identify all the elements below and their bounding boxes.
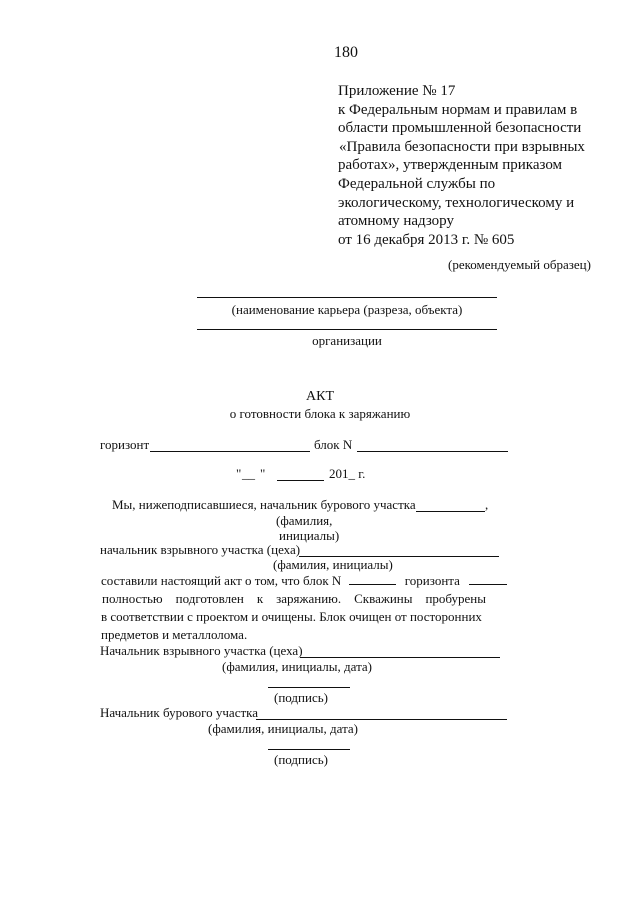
para-word: заряжанию.	[276, 591, 342, 606]
date-year: 201_ г.	[329, 466, 366, 481]
date-open-quote: "	[236, 466, 242, 481]
para-word: Скважины	[354, 591, 413, 606]
horizon-field	[150, 451, 310, 452]
drill-chief-sign-line	[268, 749, 350, 750]
blast-chief-signature-field	[300, 657, 500, 658]
act-title: АКТ	[306, 389, 334, 404]
blast-chief-sign-caption: (подпись)	[274, 690, 328, 705]
date-month-field	[277, 480, 324, 481]
drill-chief-signature-caption: (фамилия, инициалы, дата)	[208, 721, 359, 736]
blast-chief-signature-label: Начальник взрывного участка (цеха)	[100, 643, 303, 658]
appendix-line: к Федеральным нормам и правилам в	[338, 101, 578, 118]
appendix-line: области промышленной безопасности	[338, 120, 582, 137]
appendix-line: «Правила безопасности при взрывных	[339, 138, 585, 155]
para-text: горизонта	[404, 573, 460, 588]
act-subtitle: о готовности блока к заряжанию	[229, 406, 411, 421]
drill-chief-comma: ,	[485, 497, 489, 512]
appendix-line: работах», утвержденным приказом	[338, 157, 563, 174]
appendix-header	[338, 82, 585, 249]
para-word: полностью	[102, 591, 163, 606]
block-field	[357, 451, 508, 452]
para-text: составили настоящий акт о том, что блок N	[101, 573, 342, 588]
drill-chief-signature-label: Начальник бурового участка	[100, 705, 259, 720]
para-line	[101, 572, 501, 590]
drill-chief-signature-field	[256, 719, 507, 720]
blast-chief-signature-caption: (фамилия, инициалы, дата)	[222, 659, 373, 674]
date-day-blank: __	[242, 466, 255, 481]
para-line	[102, 590, 486, 608]
drill-chief-intro: Мы, нижеподписавшиеся, начальник бурового участка	[112, 497, 416, 512]
block-label: блок N	[314, 437, 353, 452]
blast-chief-sign-line	[268, 687, 350, 688]
date-close-quote: "	[260, 466, 266, 481]
drill-chief-sign-caption: (подпись)	[274, 752, 328, 767]
appendix-line: от 16 декабря 2013 г. № 605	[338, 231, 515, 248]
drill-chief-caption: (фамилия,	[276, 513, 333, 528]
blast-chief-caption: (фамилия, инициалы)	[273, 557, 393, 572]
para-word: пробурены	[425, 591, 486, 606]
organization-caption: организации	[312, 333, 382, 348]
act-body-paragraph	[101, 572, 501, 644]
quarry-name-line	[197, 297, 497, 298]
page-number: 180	[334, 44, 358, 61]
block-number-field	[349, 574, 396, 585]
blast-chief-intro: начальник взрывного участка (цеха)	[100, 542, 301, 557]
horizon-number-field	[469, 574, 507, 585]
appendix-line: экологическому, технологическому и	[338, 194, 575, 211]
drill-chief-name-field	[416, 511, 485, 512]
para-line: в соответствии с проектом и очищены. Блок очищен от посторонних	[101, 609, 482, 624]
appendix-line: Приложение № 17	[338, 83, 456, 99]
appendix-line: Федеральной службы по	[338, 175, 496, 192]
appendix-line: атомному надзору	[338, 213, 454, 230]
sample-note: (рекомендуемый образец)	[448, 257, 591, 272]
para-word: к	[256, 591, 264, 606]
horizon-label: горизонт	[100, 437, 150, 452]
organization-line	[197, 329, 497, 330]
para-line: предметов и металлолома.	[101, 627, 248, 642]
drill-chief-caption: инициалы)	[279, 528, 340, 543]
para-word: подготовлен	[175, 591, 244, 606]
quarry-caption: (наименование карьера (разреза, объекта)	[231, 302, 463, 317]
